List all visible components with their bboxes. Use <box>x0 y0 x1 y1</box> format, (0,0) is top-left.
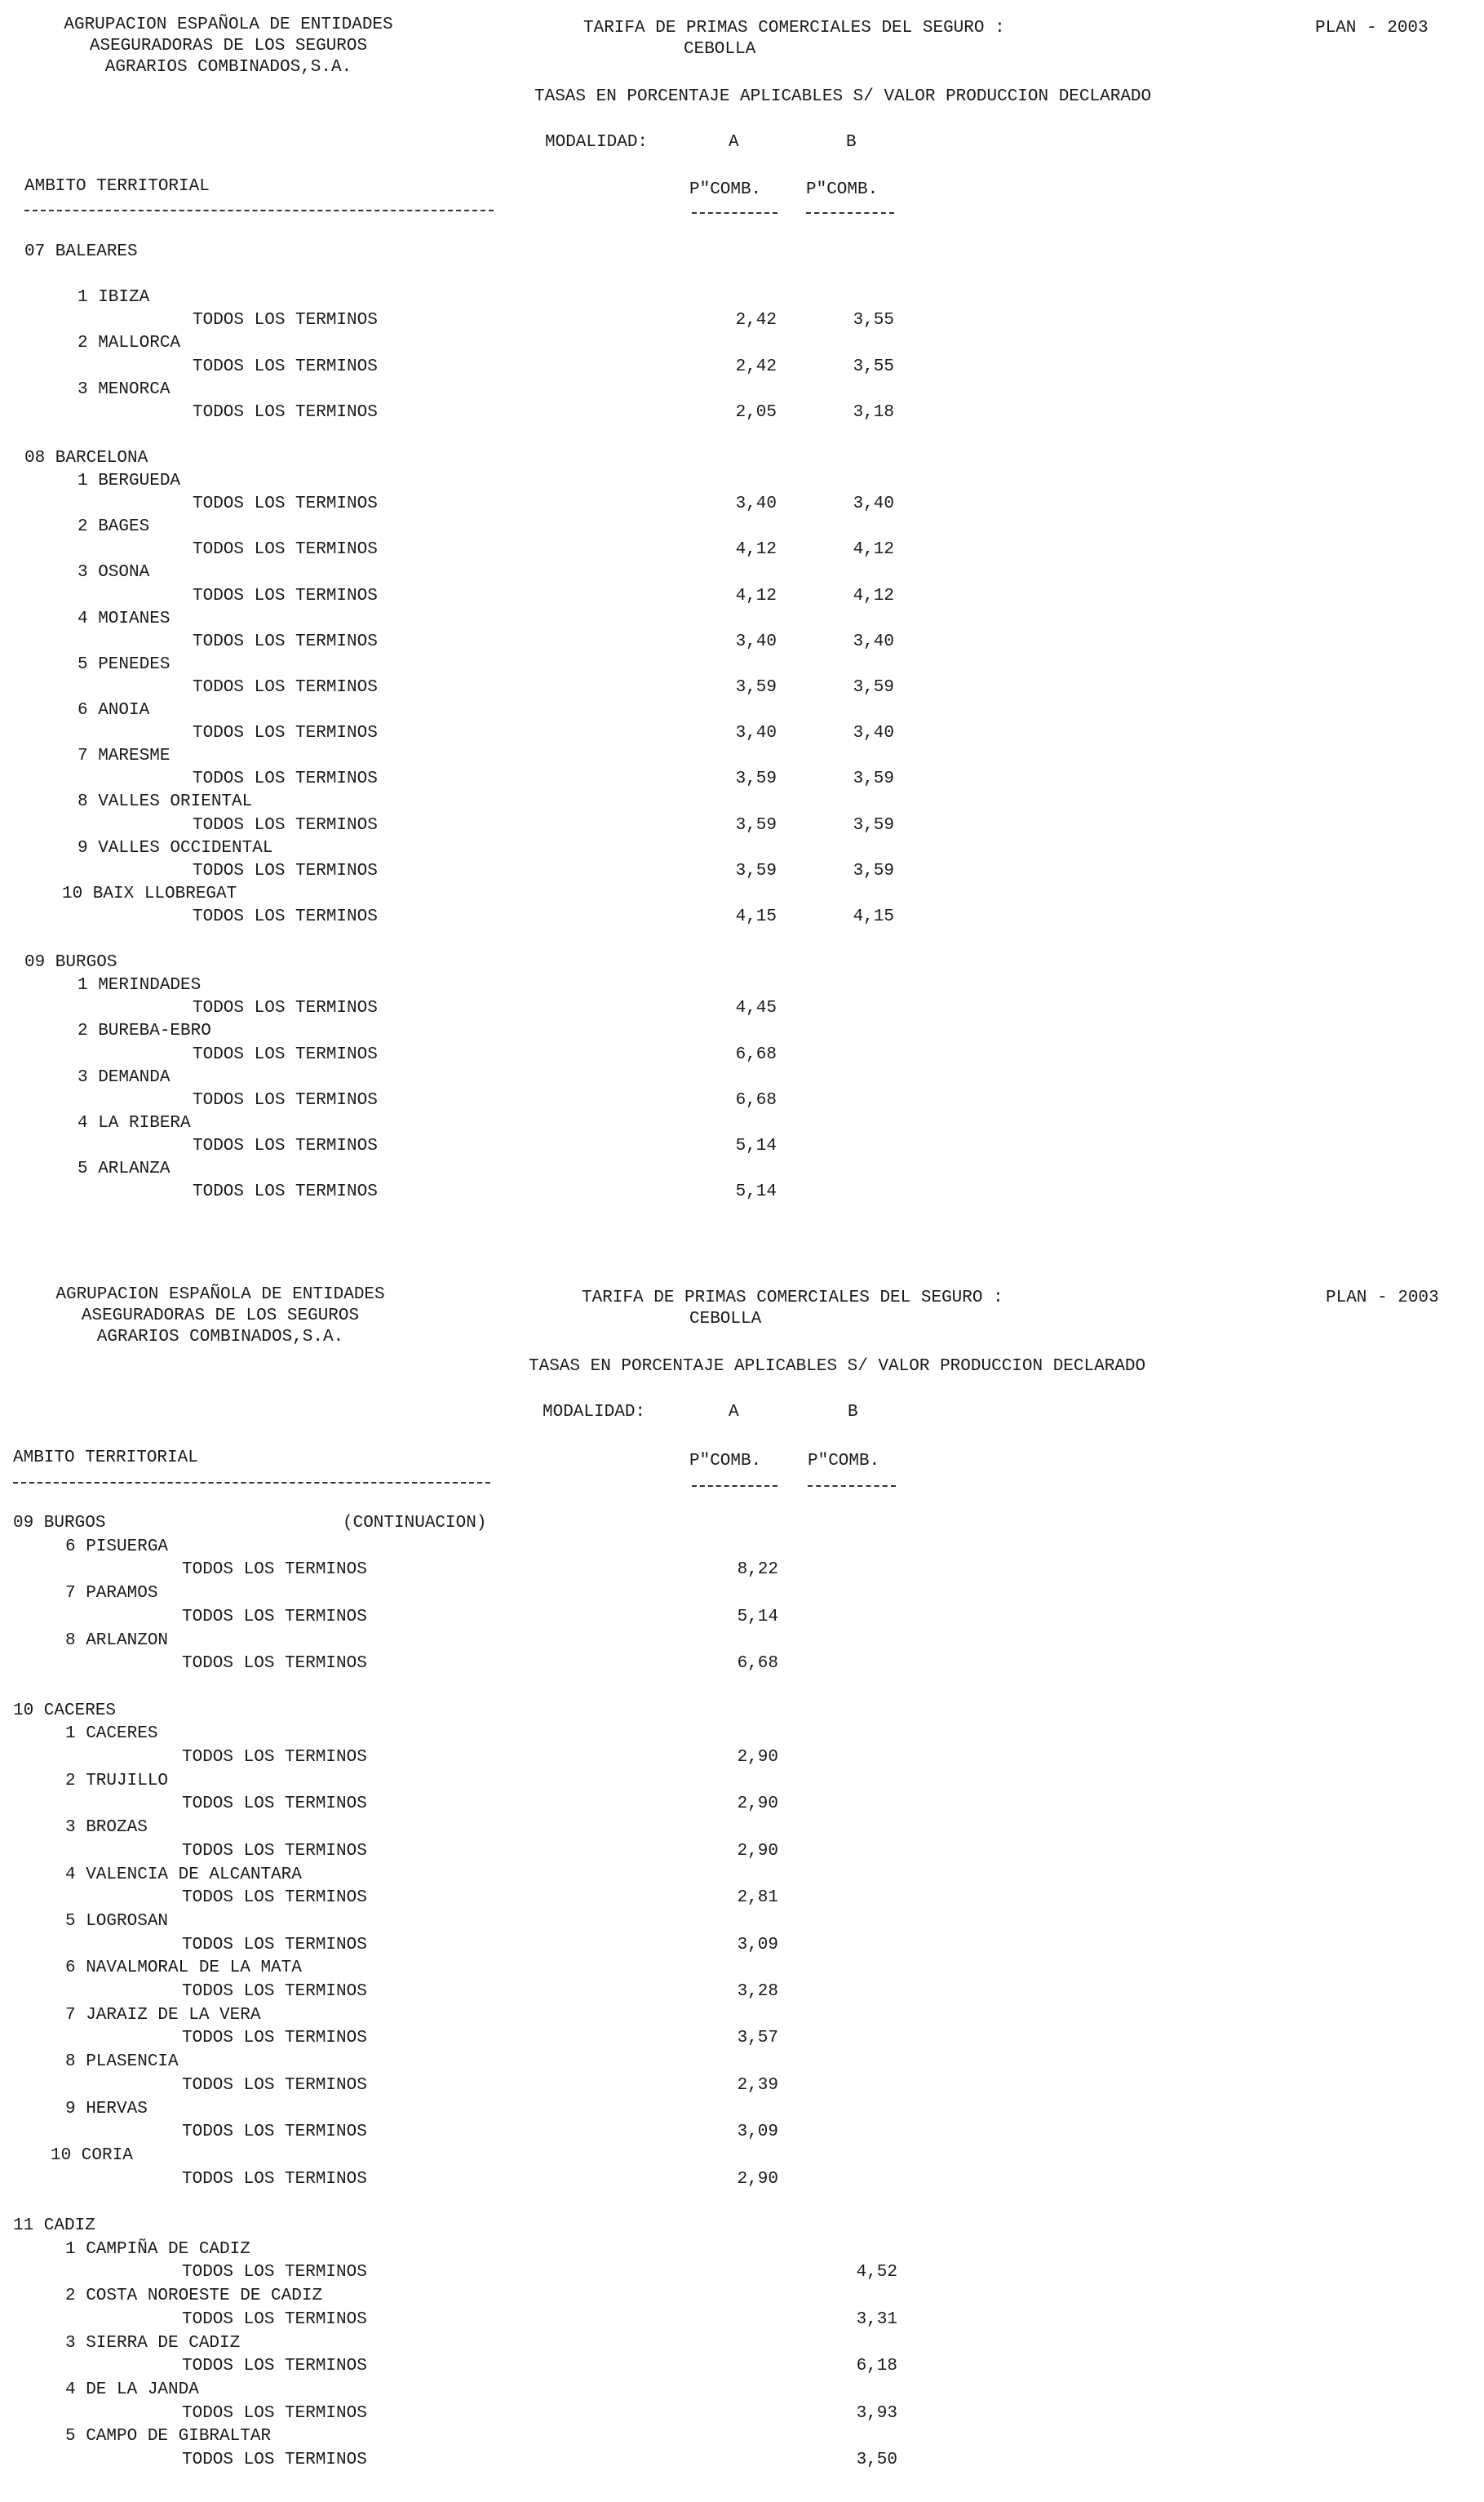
org-name-line-2: ASEGURADORAS DE LOS SEGUROS <box>81 1306 360 1325</box>
rate-a: 5,14 <box>735 1182 777 1202</box>
plan-label: PLAN - 2003 <box>1326 1289 1439 1307</box>
term-row <box>0 2405 979 2428</box>
term-row <box>0 1000 979 1023</box>
term-label: TODOS LOS TERMINOS <box>193 861 378 881</box>
term-label: TODOS LOS TERMINOS <box>182 1560 367 1580</box>
comarca-label: 1 CAMPIÑA DE CADIZ <box>65 2239 250 2259</box>
rate-a: 4,45 <box>735 999 777 1018</box>
comarca-row <box>0 2381 979 2404</box>
rate-a: 5,14 <box>735 1136 777 1156</box>
term-label: TODOS LOS TERMINOS <box>182 2029 367 2048</box>
term-row <box>0 1936 979 1959</box>
comarca-label: 2 MALLORCA <box>78 334 181 353</box>
rate-b: 3,93 <box>856 2403 897 2423</box>
org-name-line-2: ASEGURADORAS DE LOS SEGUROS <box>89 37 368 55</box>
term-row <box>0 1889 979 1912</box>
rate-b: 3,55 <box>853 311 894 330</box>
comarca-label: 2 TRUJILLO <box>65 1771 169 1790</box>
comarca-row <box>0 1585 979 1608</box>
province-row <box>0 2217 979 2240</box>
comarca-row <box>0 2053 979 2076</box>
comarca-label: 10 CORIA <box>51 2145 133 2165</box>
term-row <box>0 863 979 885</box>
modalidad-a: A <box>729 133 739 152</box>
comarca-row <box>0 2287 979 2310</box>
comarca-row <box>0 1959 979 1982</box>
comarca-row <box>0 885 979 908</box>
term-label: TODOS LOS TERMINOS <box>182 2451 367 2469</box>
comarca-row <box>0 2007 979 2030</box>
col-a-rule <box>692 212 777 214</box>
rate-a: 3,09 <box>737 2123 778 2142</box>
ambito-heading: AMBITO TERRITORIAL <box>24 177 210 196</box>
term-label: TODOS LOS TERMINOS <box>193 586 378 606</box>
term-row <box>0 679 979 702</box>
term-row <box>0 1983 979 2006</box>
term-label: TODOS LOS TERMINOS <box>182 1607 367 1626</box>
rate-a: 2,81 <box>737 1888 778 1908</box>
comarca-row <box>0 564 979 587</box>
rate-b: 4,15 <box>853 907 894 926</box>
province-row <box>0 954 979 977</box>
comarca-row <box>0 1725 979 1748</box>
term-label: TODOS LOS TERMINOS <box>182 2075 367 2095</box>
page-1 <box>0 0 1484 1240</box>
term-label: TODOS LOS TERMINOS <box>182 1748 367 1767</box>
rate-a: 2,90 <box>737 1841 778 1861</box>
rate-a: 3,57 <box>737 2029 778 2048</box>
tariff-title: TARIFA DE PRIMAS COMERCIALES DEL SEGURO : <box>582 1289 1003 1307</box>
comarca-row <box>0 1819 979 1842</box>
term-label: TODOS LOS TERMINOS <box>193 311 378 330</box>
col-a-rule <box>692 1485 777 1487</box>
rate-b: 4,12 <box>853 540 894 560</box>
comarca-label: 2 COSTA NOROESTE DE CADIZ <box>65 2287 323 2306</box>
plan-label: PLAN - 2003 <box>1315 19 1429 38</box>
term-label: TODOS LOS TERMINOS <box>193 999 378 1018</box>
province-label: 07 BALEARES <box>24 242 138 261</box>
term-label: TODOS LOS TERMINOS <box>193 815 378 835</box>
rate-a: 3,40 <box>735 495 777 514</box>
term-row <box>0 2451 979 2474</box>
col-b-rule <box>806 212 894 214</box>
rate-a: 4,12 <box>735 586 777 606</box>
term-row <box>0 1092 979 1115</box>
term-label: TODOS LOS TERMINOS <box>182 2123 367 2142</box>
term-label: TODOS LOS TERMINOS <box>193 540 378 560</box>
rate-a: 2,39 <box>737 2075 778 2095</box>
rate-a: 2,05 <box>735 402 777 422</box>
term-row <box>0 1138 979 1160</box>
term-label: TODOS LOS TERMINOS <box>193 677 378 697</box>
term-row <box>0 908 979 931</box>
comarca-label: 7 JARAIZ DE LA VERA <box>65 2005 261 2025</box>
rate-a: 2,42 <box>735 357 777 376</box>
ambito-rule <box>24 210 494 211</box>
term-row <box>0 2123 979 2146</box>
term-label: TODOS LOS TERMINOS <box>193 402 378 422</box>
term-row <box>0 2264 979 2287</box>
comarca-label: 9 HERVAS <box>65 2099 148 2118</box>
rate-a: 4,12 <box>735 540 777 560</box>
comarca-row <box>0 335 979 357</box>
comarca-label: 1 MERINDADES <box>78 976 202 996</box>
comarca-row <box>0 2428 979 2451</box>
province-row <box>0 243 979 266</box>
term-label: TODOS LOS TERMINOS <box>193 724 378 743</box>
crop-name: CEBOLLA <box>689 1310 762 1329</box>
term-row <box>0 541 979 564</box>
term-label: TODOS LOS TERMINOS <box>182 1794 367 1814</box>
continuation-note: (CONTINUACION) <box>343 1514 487 1533</box>
comarca-label: 5 PENEDES <box>78 654 171 674</box>
province-row <box>0 1515 979 1537</box>
comarca-row <box>0 381 979 404</box>
page-2 <box>0 1273 1484 2502</box>
rate-a: 2,42 <box>735 311 777 330</box>
rate-a: 3,59 <box>735 677 777 697</box>
term-row <box>0 2030 979 2052</box>
rate-b: 4,52 <box>856 2263 897 2282</box>
province-label: 10 CACERES <box>13 1701 117 1720</box>
rate-a: 2,90 <box>737 1748 778 1767</box>
rate-b: 3,59 <box>853 861 894 881</box>
term-row <box>0 1183 979 1206</box>
comarca-label: 3 MENORCA <box>78 379 171 399</box>
modalidad-b: B <box>846 133 857 152</box>
term-label: TODOS LOS TERMINOS <box>182 2357 367 2376</box>
rate-b: 4,12 <box>853 586 894 606</box>
modalidad-label: MODALIDAD: <box>545 133 649 152</box>
term-label: TODOS LOS TERMINOS <box>182 2263 367 2282</box>
modalidad-a: A <box>729 1403 739 1422</box>
province-row <box>0 1702 979 1725</box>
province-row <box>0 450 979 472</box>
comarca-label: 4 DE LA JANDA <box>65 2380 199 2399</box>
term-row <box>0 2171 979 2194</box>
term-row <box>0 2358 979 2380</box>
term-label: TODOS LOS TERMINOS <box>182 2169 367 2189</box>
ambito-rule <box>13 1482 490 1484</box>
rate-a: 4,15 <box>735 907 777 926</box>
term-label: TODOS LOS TERMINOS <box>182 1935 367 1954</box>
comarca-label: 1 CACERES <box>65 1724 158 1744</box>
term-row <box>0 1561 979 1584</box>
comarca-row <box>0 1913 979 1936</box>
ambito-heading: AMBITO TERRITORIAL <box>13 1448 198 1467</box>
rate-a: 3,59 <box>735 815 777 835</box>
term-row <box>0 588 979 610</box>
term-row <box>0 312 979 335</box>
col-b-rule <box>808 1485 896 1487</box>
term-row <box>0 1749 979 1772</box>
comarca-label: 6 NAVALMORAL DE LA MATA <box>65 1959 302 1978</box>
crop-name: CEBOLLA <box>684 40 756 59</box>
comarca-label: 2 BUREBA-EBRO <box>78 1022 211 1041</box>
term-label: TODOS LOS TERMINOS <box>182 2403 367 2423</box>
comarca-row <box>0 1023 979 1045</box>
rate-b: 3,40 <box>853 724 894 743</box>
rate-a: 3,09 <box>737 1935 778 1954</box>
org-name-line-3: AGRARIOS COMBINADOS,S.A. <box>104 58 352 77</box>
comarca-row <box>0 840 979 863</box>
comarca-row <box>0 2147 979 2170</box>
term-label: TODOS LOS TERMINOS <box>193 1045 378 1064</box>
term-label: TODOS LOS TERMINOS <box>193 632 378 651</box>
modalidad-b: B <box>848 1403 858 1422</box>
rate-a: 8,22 <box>737 1560 778 1580</box>
rate-a: 3,40 <box>735 724 777 743</box>
org-name-line-1: AGRUPACION ESPAÑOLA DE ENTIDADES <box>64 16 393 34</box>
province-label: 11 CADIZ <box>13 2216 95 2235</box>
rate-b: 3,40 <box>853 632 894 651</box>
comarca-row <box>0 2101 979 2123</box>
rate-a: 5,14 <box>737 1607 778 1626</box>
col-b-heading: P"COMB. <box>808 1452 880 1471</box>
comarca-label: 5 LOGROSAN <box>65 1911 169 1931</box>
org-name-line-3: AGRARIOS COMBINADOS,S.A. <box>96 1328 344 1346</box>
comarca-row <box>0 472 979 495</box>
comarca-row <box>0 1069 979 1092</box>
comarca-row <box>0 289 979 312</box>
term-label: TODOS LOS TERMINOS <box>193 357 378 376</box>
comarca-label: 4 VALENCIA DE ALCANTARA <box>65 1865 302 1884</box>
comarca-row <box>0 1115 979 1138</box>
comarca-row <box>0 977 979 1000</box>
term-label: TODOS LOS TERMINOS <box>193 770 378 789</box>
comarca-label: 3 OSONA <box>78 563 150 583</box>
rate-b: 3,40 <box>853 495 894 514</box>
term-row <box>0 725 979 747</box>
org-name-line-1: AGRUPACION ESPAÑOLA DE ENTIDADES <box>55 1285 385 1304</box>
col-b-heading: P"COMB. <box>806 180 879 199</box>
rate-a: 6,68 <box>735 1045 777 1064</box>
tariff-title: TARIFA DE PRIMAS COMERCIALES DEL SEGURO : <box>583 19 1005 38</box>
comarca-label: 8 ARLANZON <box>65 1630 169 1650</box>
comarca-row <box>0 518 979 541</box>
term-label: TODOS LOS TERMINOS <box>182 1888 367 1908</box>
comarca-row <box>0 2241 979 2264</box>
rate-b: 3,55 <box>853 357 894 376</box>
comarca-label: 1 BERGUEDA <box>78 472 181 490</box>
comarca-row <box>0 610 979 633</box>
term-label: TODOS LOS TERMINOS <box>193 1136 378 1156</box>
rates-subtitle: TASAS EN PORCENTAJE APLICABLES S/ VALOR PRODUCCION DECLARADO <box>534 87 1152 106</box>
term-row <box>0 1608 979 1631</box>
comarca-label: 4 MOIANES <box>78 609 171 628</box>
comarca-label: 2 BAGES <box>78 517 150 537</box>
rate-a: 6,68 <box>737 1654 778 1674</box>
rate-b: 3,59 <box>853 815 894 835</box>
rate-a: 3,40 <box>735 632 777 651</box>
comarca-label: 4 LA RIBERA <box>78 1113 191 1133</box>
comarca-label: 8 VALLES ORIENTAL <box>78 792 253 812</box>
rates-subtitle: TASAS EN PORCENTAJE APLICABLES S/ VALOR PRODUCCION DECLARADO <box>529 1357 1146 1376</box>
comarca-label: 3 SIERRA DE CADIZ <box>65 2333 241 2353</box>
comarca-row <box>0 702 979 725</box>
term-row <box>0 2077 979 2100</box>
col-a-heading: P"COMB. <box>689 180 762 199</box>
rate-a: 2,90 <box>737 2169 778 2189</box>
col-a-heading: P"COMB. <box>689 1452 762 1471</box>
comarca-row <box>0 1538 979 1561</box>
comarca-label: 7 MARESME <box>78 747 171 766</box>
term-row <box>0 1795 979 1818</box>
comarca-label: 9 VALLES OCCIDENTAL <box>78 838 273 858</box>
rate-a: 6,68 <box>735 1090 777 1110</box>
comarca-label: 5 ARLANZA <box>78 1160 171 1178</box>
rate-a: 2,90 <box>737 1794 778 1814</box>
term-row <box>0 633 979 656</box>
comarca-label: 10 BAIX LLOBREGAT <box>62 884 237 903</box>
rate-b: 3,31 <box>856 2309 897 2329</box>
comarca-label: 5 CAMPO DE GIBRALTAR <box>65 2427 272 2447</box>
rate-a: 3,28 <box>737 1982 778 2001</box>
term-row <box>0 404 979 427</box>
province-label: 09 BURGOS <box>24 953 117 973</box>
comarca-row <box>0 1772 979 1795</box>
rate-b: 3,18 <box>853 402 894 422</box>
comarca-row <box>0 656 979 679</box>
term-label: TODOS LOS TERMINOS <box>182 1654 367 1674</box>
comarca-label: 7 PARAMOS <box>65 1584 158 1604</box>
comarca-label: 6 ANOIA <box>78 701 150 720</box>
term-label: TODOS LOS TERMINOS <box>193 1182 378 1202</box>
term-row <box>0 358 979 381</box>
term-row <box>0 817 979 840</box>
term-label: TODOS LOS TERMINOS <box>193 907 378 926</box>
term-label: TODOS LOS TERMINOS <box>193 495 378 514</box>
term-row <box>0 1843 979 1865</box>
term-label: TODOS LOS TERMINOS <box>182 2309 367 2329</box>
comarca-label: 3 BROZAS <box>65 1818 148 1838</box>
comarca-row <box>0 1632 979 1655</box>
province-label: 08 BARCELONA <box>24 448 148 468</box>
comarca-row <box>0 747 979 770</box>
term-row <box>0 1655 979 1678</box>
province-label: 09 BURGOS <box>13 1514 106 1533</box>
modalidad-label: MODALIDAD: <box>543 1403 646 1422</box>
term-label: TODOS LOS TERMINOS <box>193 1090 378 1110</box>
comarca-row <box>0 793 979 816</box>
comarca-label: 6 PISUERGA <box>65 1537 169 1556</box>
term-row <box>0 1046 979 1069</box>
rate-b: 3,59 <box>853 770 894 789</box>
term-label: TODOS LOS TERMINOS <box>182 1982 367 2001</box>
rate-a: 3,59 <box>735 770 777 789</box>
comarca-label: 3 DEMANDA <box>78 1067 171 1087</box>
term-label: TODOS LOS TERMINOS <box>182 1841 367 1861</box>
term-row <box>0 2311 979 2334</box>
rate-b: 3,59 <box>853 677 894 697</box>
rate-a: 3,59 <box>735 861 777 881</box>
comarca-row <box>0 2335 979 2358</box>
term-row <box>0 770 979 793</box>
rate-b: 6,18 <box>856 2357 897 2376</box>
comarca-label: 1 IBIZA <box>78 288 150 308</box>
comarca-label: 8 PLASENCIA <box>65 2052 179 2072</box>
rate-b: 3,50 <box>856 2451 897 2469</box>
comarca-row <box>0 1160 979 1183</box>
term-row <box>0 495 979 518</box>
comarca-row <box>0 1866 979 1889</box>
